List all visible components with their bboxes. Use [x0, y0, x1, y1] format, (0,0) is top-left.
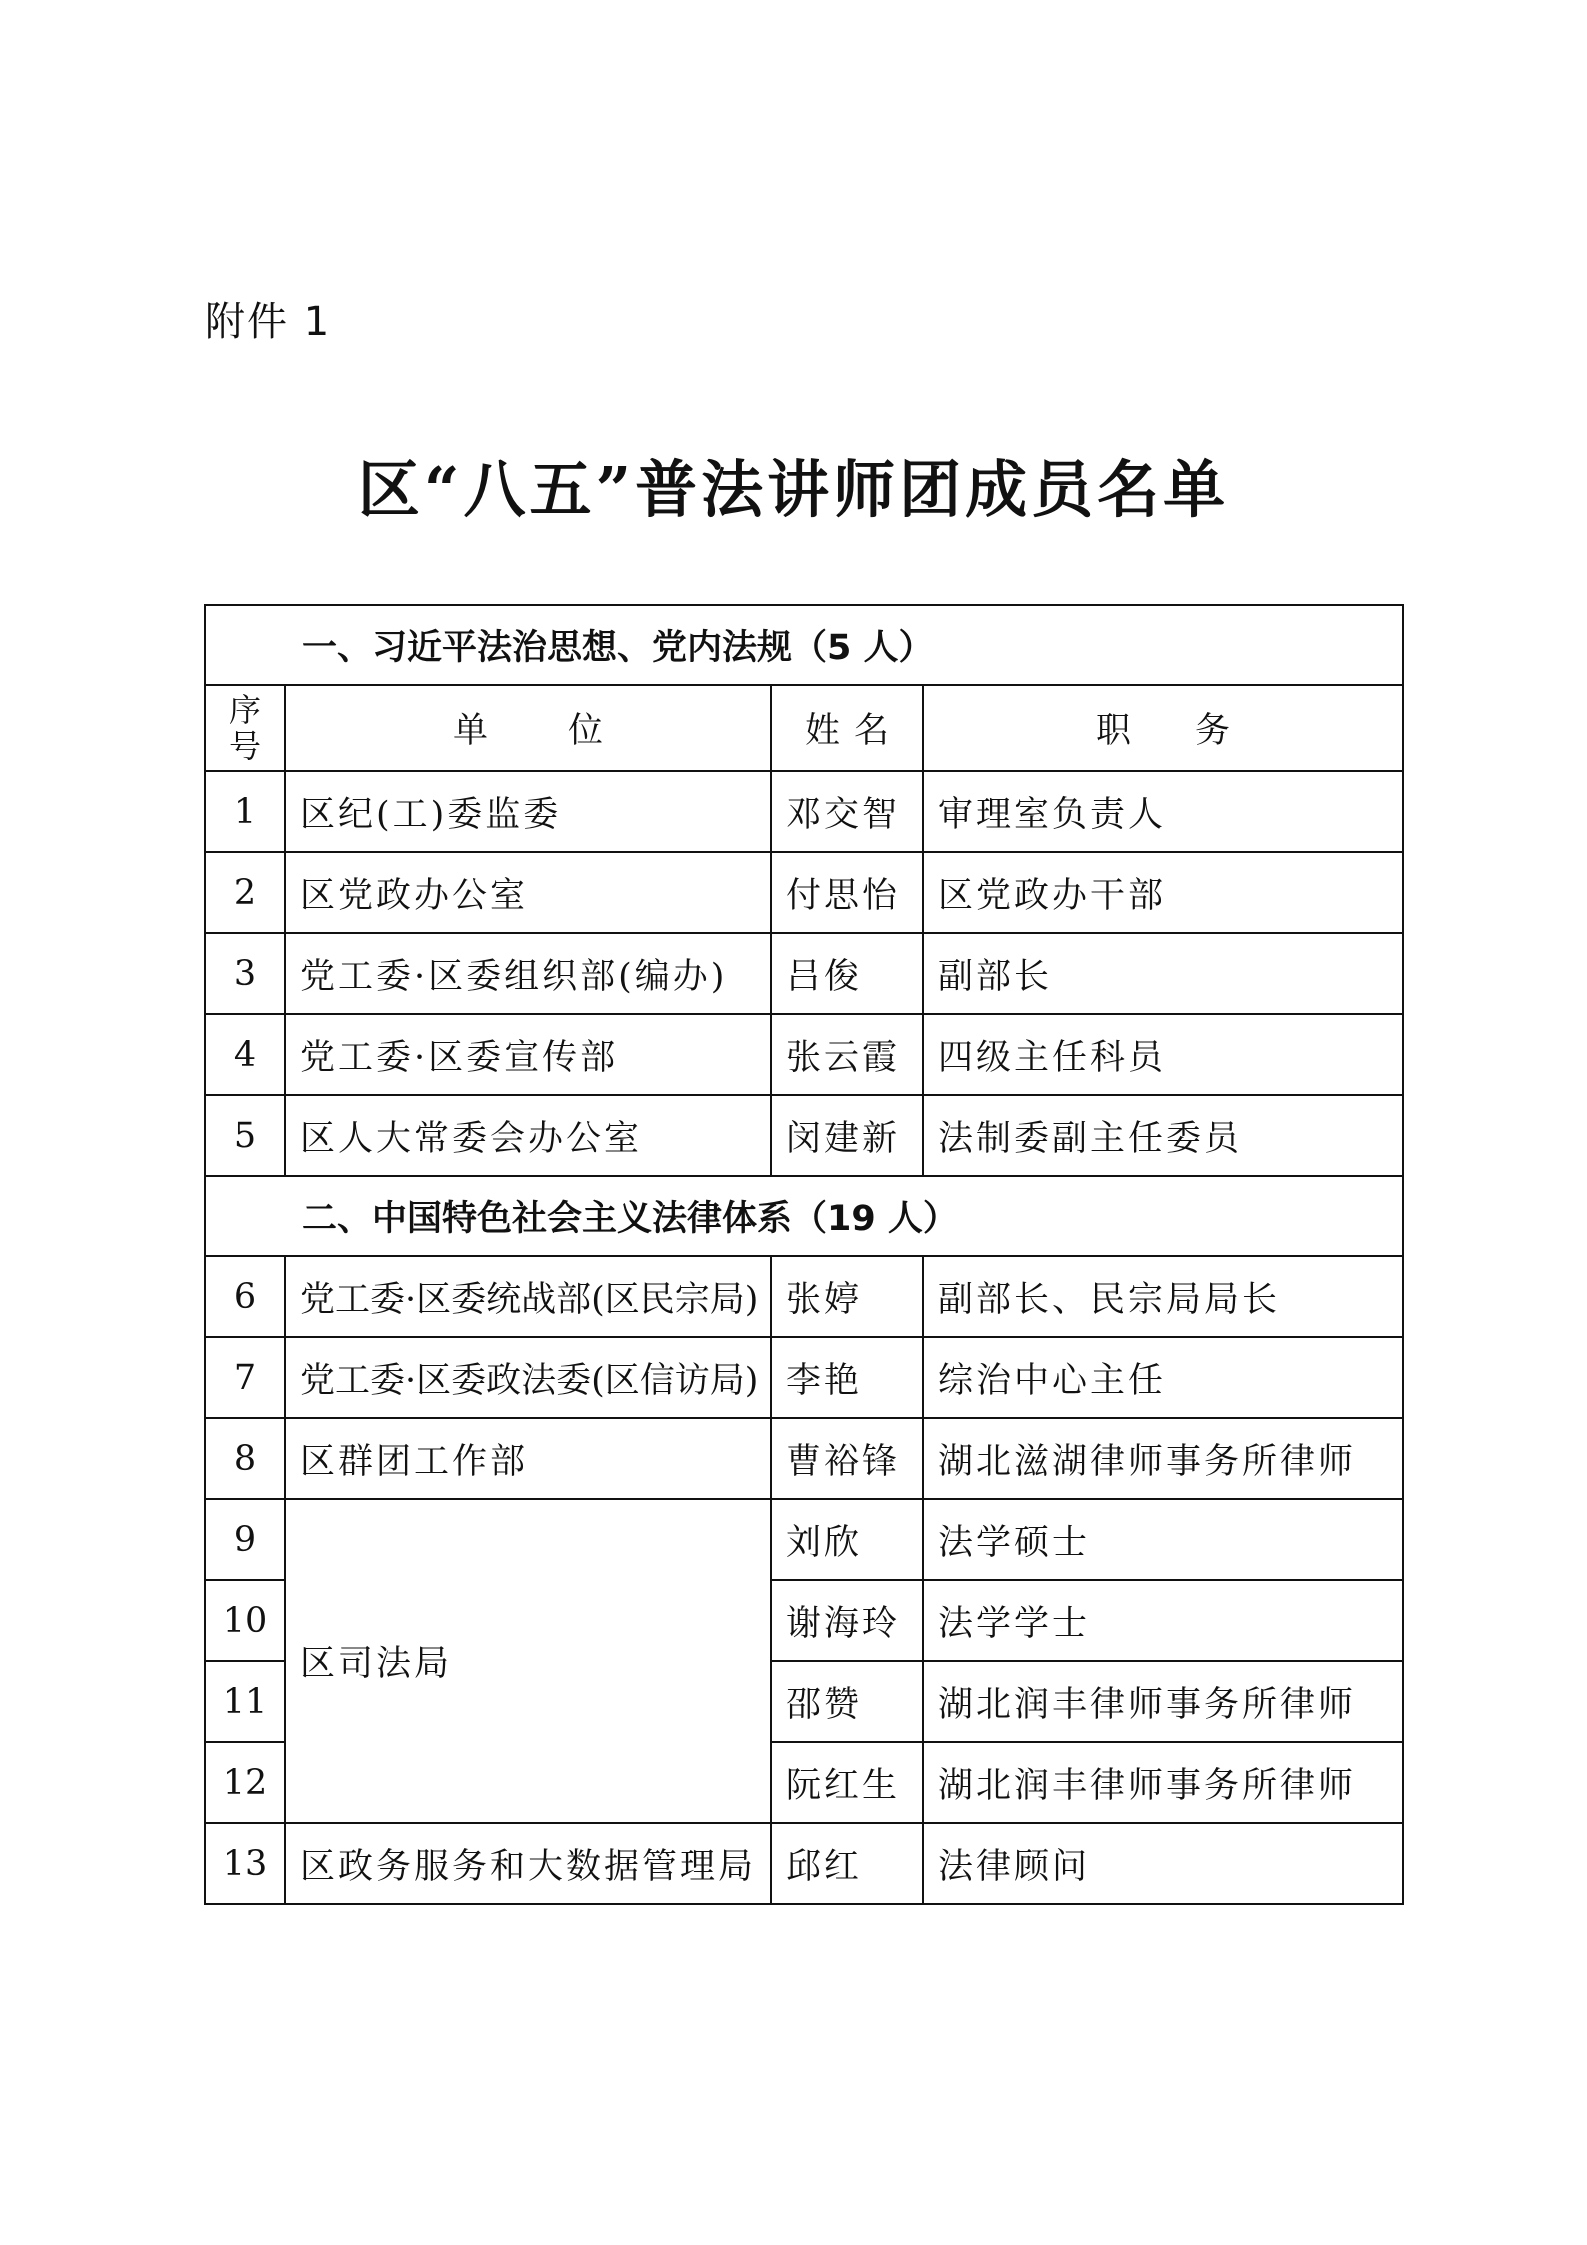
row-seq: 4 [205, 1014, 285, 1095]
attachment-label: 附件 1 [205, 299, 332, 345]
header-position: 职务 [923, 685, 1403, 771]
row-seq: 7 [205, 1337, 285, 1418]
row-seq: 3 [205, 933, 285, 1014]
row-name: 刘欣 [771, 1499, 923, 1580]
row-position: 湖北润丰律师事务所律师 [923, 1661, 1403, 1742]
row-unit: 党工委·区委政法委(区信访局) [285, 1337, 771, 1418]
header-name: 姓名 [771, 685, 923, 771]
row-name: 邓交智 [771, 771, 923, 852]
table-header-row [205, 685, 1403, 771]
section-row [205, 1176, 1403, 1256]
row-seq: 5 [205, 1095, 285, 1176]
row-position: 法律顾问 [923, 1823, 1403, 1904]
table-row [205, 1499, 1403, 1580]
row-seq: 2 [205, 852, 285, 933]
row-seq: 11 [205, 1661, 285, 1742]
header-seq-label: 序号 [228, 691, 261, 765]
row-unit: 区人大常委会办公室 [285, 1095, 771, 1176]
row-seq: 1 [205, 771, 285, 852]
section-row [205, 605, 1403, 685]
table-row [205, 1014, 1403, 1095]
row-unit: 区政务服务和大数据管理局 [285, 1823, 771, 1904]
table-row [205, 1337, 1403, 1418]
row-name: 付思怡 [771, 852, 923, 933]
row-seq: 12 [205, 1742, 285, 1823]
row-seq: 6 [205, 1256, 285, 1337]
row-position: 副部长、民宗局局长 [923, 1256, 1403, 1337]
row-unit: 区党政办公室 [285, 852, 771, 933]
row-name: 邵赞 [771, 1661, 923, 1742]
row-unit: 党工委·区委宣传部 [285, 1014, 771, 1095]
row-name: 阮红生 [771, 1742, 923, 1823]
row-position: 湖北润丰律师事务所律师 [923, 1742, 1403, 1823]
row-name: 李艳 [771, 1337, 923, 1418]
row-name: 张婷 [771, 1256, 923, 1337]
row-position: 四级主任科员 [923, 1014, 1403, 1095]
table-row [205, 1418, 1403, 1499]
row-unit: 党工委·区委组织部(编办) [285, 933, 771, 1014]
row-position: 综治中心主任 [923, 1337, 1403, 1418]
row-seq: 10 [205, 1580, 285, 1661]
row-unit: 党工委·区委统战部(区民宗局) [285, 1256, 771, 1337]
table-row [205, 1823, 1403, 1904]
row-name: 邱红 [771, 1823, 923, 1904]
table-row [205, 1095, 1403, 1176]
row-position: 法制委副主任委员 [923, 1095, 1403, 1176]
row-position: 湖北滋湖律师事务所律师 [923, 1418, 1403, 1499]
row-unit-merged: 区司法局 [285, 1499, 771, 1823]
row-seq: 8 [205, 1418, 285, 1499]
row-position: 副部长 [923, 933, 1403, 1014]
section-heading-2: 二、中国特色社会主义法律体系（19 人） [205, 1176, 1403, 1256]
table-row [205, 852, 1403, 933]
row-seq: 13 [205, 1823, 285, 1904]
roster-table [204, 604, 1404, 1905]
row-name: 闵建新 [771, 1095, 923, 1176]
row-position: 区党政办干部 [923, 852, 1403, 933]
row-unit: 区纪(工)委监委 [285, 771, 771, 852]
row-seq: 9 [205, 1499, 285, 1580]
section-heading-1: 一、习近平法治思想、党内法规（5 人） [205, 605, 1403, 685]
document-title: 区“八五”普法讲师团成员名单 [357, 453, 1230, 526]
table-row [205, 1256, 1403, 1337]
row-position: 法学硕士 [923, 1499, 1403, 1580]
header-unit: 单位 [285, 685, 771, 771]
row-name: 吕俊 [771, 933, 923, 1014]
row-name: 张云霞 [771, 1014, 923, 1095]
row-position: 法学学士 [923, 1580, 1403, 1661]
table-row [205, 771, 1403, 852]
table-row [205, 933, 1403, 1014]
row-name: 曹裕锋 [771, 1418, 923, 1499]
row-name: 谢海玲 [771, 1580, 923, 1661]
row-unit: 区群团工作部 [285, 1418, 771, 1499]
header-seq [205, 685, 285, 771]
row-position: 审理室负责人 [923, 771, 1403, 852]
